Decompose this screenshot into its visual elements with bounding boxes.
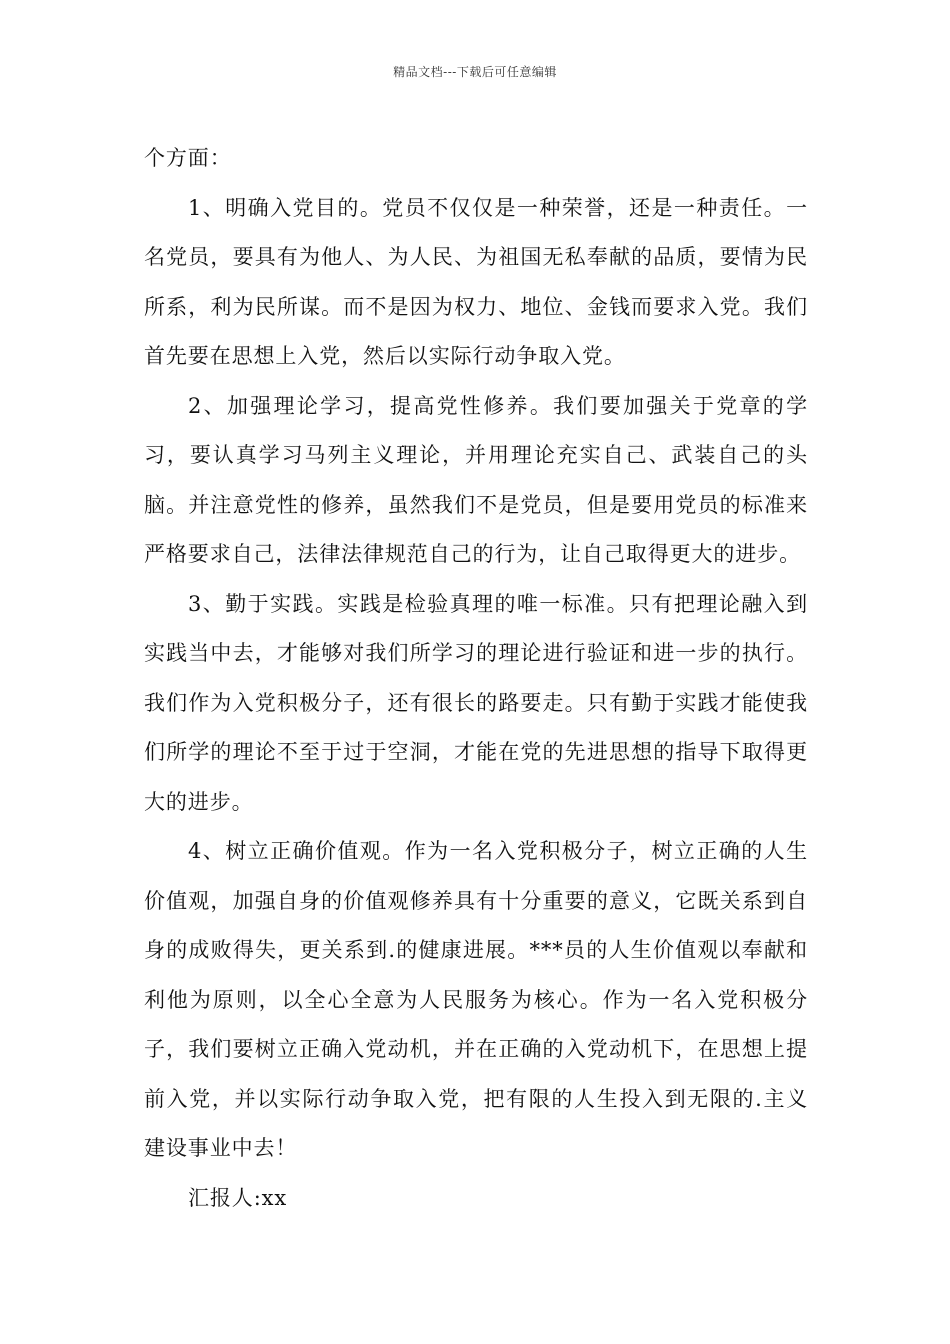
document-body	[144, 134, 808, 1223]
paragraph-2: 2、加强理论学习，提高党性修养。我们要加强关于党章的学习，要认真学习马列主义理论，并用理论充实自己、武装自己的头脑。并注意党性的修养，虽然我们不是党员，但是要用党员的标准来严格要求自己，法律法律规范自己的行为，让自己取得更大的进步。	[144, 393, 808, 566]
signature-line: 汇报人:xx	[188, 1185, 288, 1210]
paragraph-3: 3、勤于实践。实践是检验真理的唯一标准。只有把理论融入到实践当中去，才能够对我们所学习的理论进行验证和进一步的执行。我们作为入党积极分子，还有很长的路要走。只有勤于实践才能使我们所学的理论不至于过于空洞，才能在党的先进思想的指导下取得更大的进步。	[144, 591, 808, 814]
paragraph-1: 1、明确入党目的。党员不仅仅是一种荣誉，还是一种责任。一名党员，要具有为他人、为人民、为祖国无私奉献的品质，要情为民所系，利为民所谋。而不是因为权力、地位、金钱而要求入党。我们首先要在思想上入党，然后以实际行动争取入党。	[144, 195, 808, 368]
paragraph-4: 4、树立正确价值观。作为一名入党积极分子，树立正确的人生价值观，加强自身的价值观修养具有十分重要的意义，它既关系到自身的成败得失，更关系到.的健康进展。***员的人生价值观以奉献和利他为原则，以全心全意为人民服务为核心。作为一名入党积极分子，我们要树立正确入党动机，并在正确的入党动机下，在思想上提前入党，并以实际行动争取入党，把有限的人生投入到无限的.主义建设事业中去！	[144, 839, 808, 1160]
page-header: 精品文档---下载后可任意编辑	[393, 65, 557, 79]
lead-line: 个方面：	[144, 146, 232, 170]
